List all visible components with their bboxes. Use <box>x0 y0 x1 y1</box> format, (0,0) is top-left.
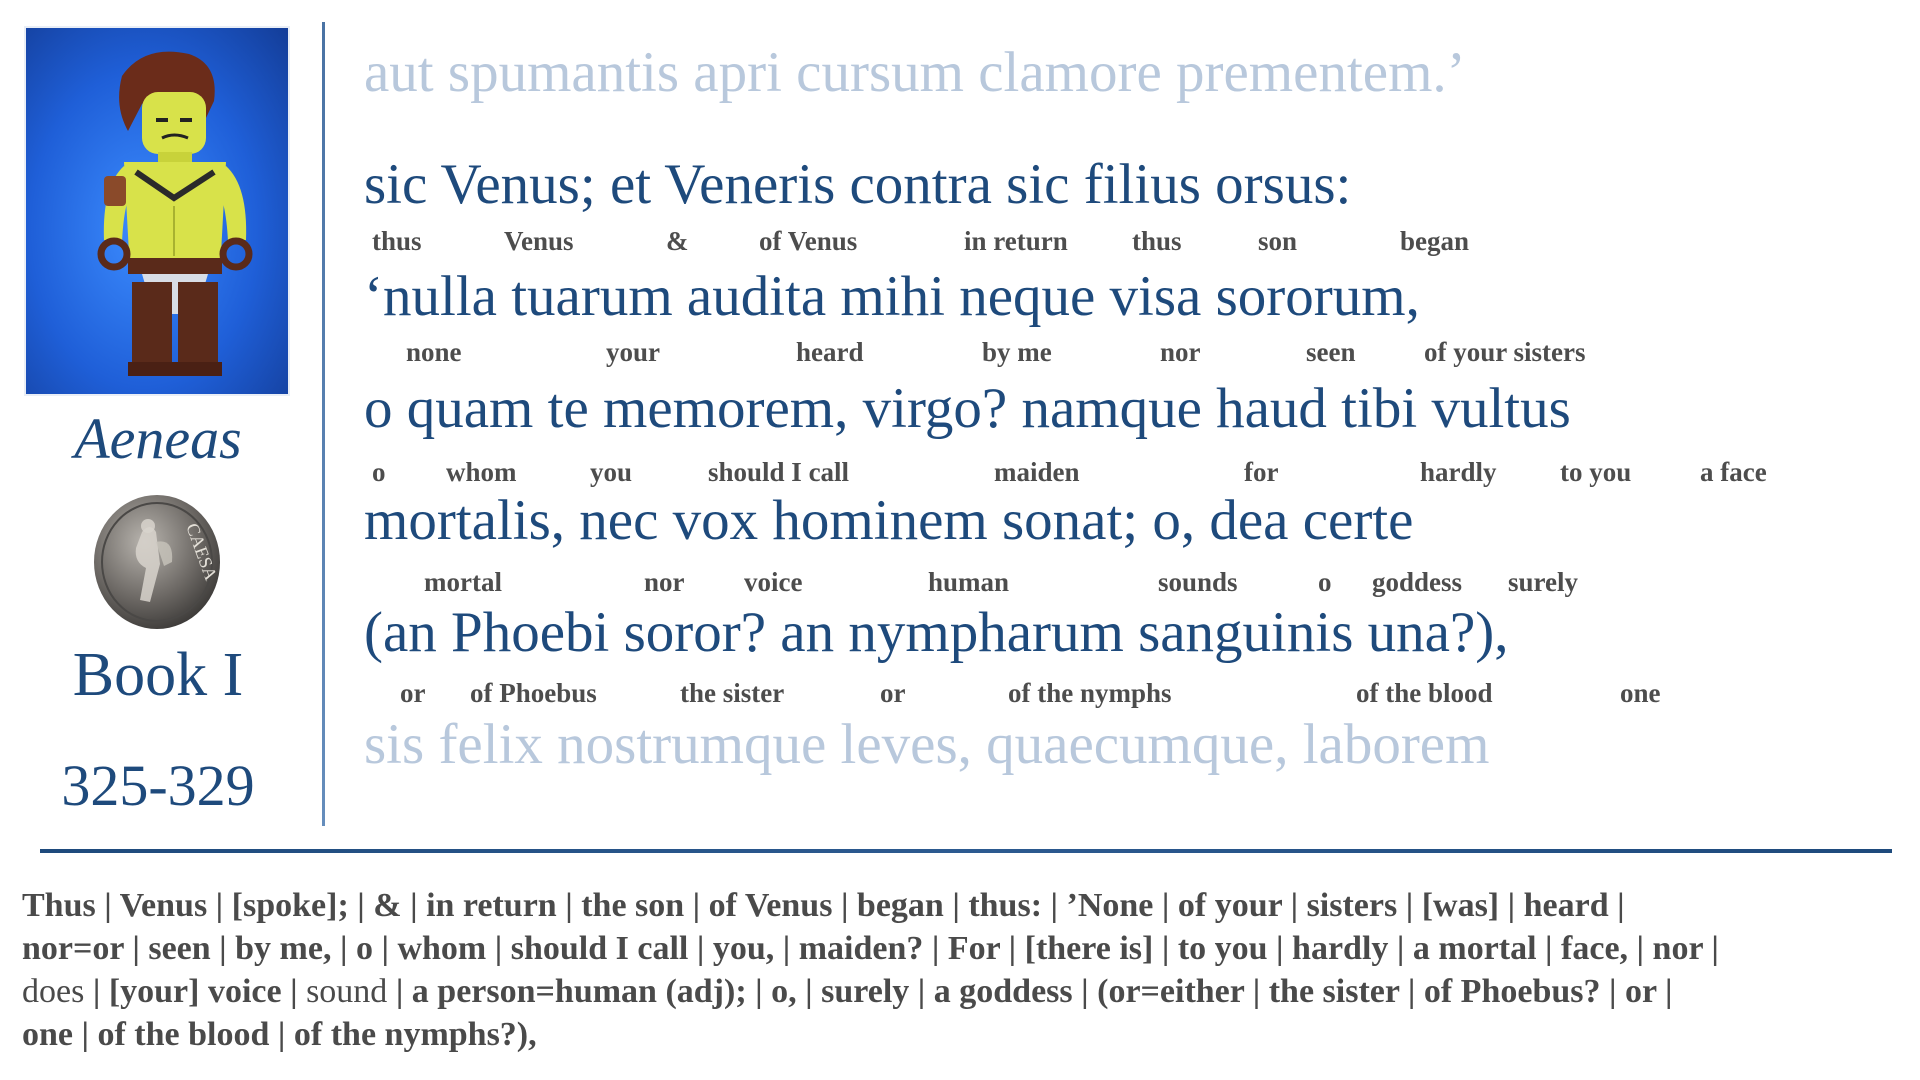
translation-line: Thus | Venus | [spoke]; | & | in return | the son | of Venus | began | thus: | ’None | of your | sisters | [was] | heard | <box>22 887 1625 924</box>
gloss-word: nor <box>1160 337 1201 367</box>
gloss-word: one <box>1620 678 1661 708</box>
gloss-word: o <box>372 457 386 487</box>
translation-segment: does <box>22 973 85 1010</box>
hero-name: Aeneas <box>74 406 242 471</box>
translation-line: one | of the blood | of the nymphs?), <box>22 1016 537 1053</box>
aeneas-figure-image <box>24 26 290 396</box>
poem-passage <box>364 0 1904 830</box>
gloss-row-327 <box>364 457 1904 487</box>
gloss-word: seen <box>1306 337 1356 367</box>
gloss-row-329 <box>364 678 1904 708</box>
gloss-word: nor <box>644 567 685 597</box>
gloss-word: thus <box>372 226 422 256</box>
horizontal-divider <box>40 849 1892 853</box>
roman-coin-image <box>90 492 224 632</box>
gloss-word: whom <box>446 457 517 487</box>
latin-line-325: sic Venus; et Veneris contra sic filius orsus: <box>364 153 1352 216</box>
gloss-word: should I call <box>708 457 850 487</box>
coin-inscription: CAESA <box>182 520 222 583</box>
translation-segment: | [your] voice | <box>84 973 307 1010</box>
gloss-word: o <box>1318 567 1332 597</box>
gloss-word: in return <box>964 226 1068 256</box>
latin-line-328: mortalis, nec vox hominem sonat; o, dea certe <box>364 489 1414 552</box>
gloss-word: of Phoebus <box>470 678 597 708</box>
context-line-before: aut spumantis apri cursum clamore prementem.’ <box>364 41 1466 104</box>
latin-line-326: ‘nulla tuarum audita mihi neque visa sororum, <box>364 265 1420 328</box>
gloss-word: by me <box>982 337 1052 367</box>
gloss-word: Venus <box>504 226 574 256</box>
gloss-row-326 <box>364 337 1904 367</box>
sidebar <box>0 0 326 830</box>
gloss-word: & <box>666 226 689 256</box>
gloss-word: or <box>400 678 426 708</box>
gloss-word: you <box>590 457 633 487</box>
gloss-word: or <box>880 678 906 708</box>
line-range: 325-329 <box>61 753 255 818</box>
gloss-word: for <box>1244 457 1279 487</box>
gloss-row-328 <box>364 567 1904 597</box>
gloss-word: mortal <box>424 567 502 597</box>
gloss-word: surely <box>1508 567 1579 597</box>
gloss-word: of the nymphs <box>1008 678 1172 708</box>
gloss-word: heard <box>796 337 864 367</box>
gloss-word: of the blood <box>1356 678 1493 708</box>
gloss-word: a face <box>1700 457 1767 487</box>
gloss-word: maiden <box>994 457 1080 487</box>
literal-translation <box>22 884 1902 1056</box>
translation-line: nor=or | seen | by me, | o | whom | should I call | you, | maiden? | For | [there is] | to you | hardly | a mortal | face, | nor | <box>22 930 1719 967</box>
translation-segment: | a person=human (adj); | o, | surely | a goddess | (or=either | the sister | of Phoebus? | or | <box>387 973 1673 1010</box>
gloss-word: to you <box>1560 457 1632 487</box>
context-line-after: sis felix nostrumque leves, quaecumque, laborem <box>364 713 1490 776</box>
gloss-word: began <box>1400 226 1470 256</box>
translation-segment: sound <box>306 973 388 1010</box>
book-number: Book I <box>72 641 244 709</box>
gloss-word: voice <box>744 567 803 597</box>
gloss-word: the sister <box>680 678 785 708</box>
vertical-divider <box>322 22 325 826</box>
gloss-word: son <box>1258 226 1298 256</box>
latin-line-327: o quam te memorem, virgo? namque haud tibi vultus <box>364 377 1571 440</box>
gloss-word: sounds <box>1158 567 1238 597</box>
gloss-word: of your sisters <box>1424 337 1586 367</box>
gloss-row-325 <box>364 226 1904 256</box>
gloss-word: of Venus <box>759 226 858 256</box>
gloss-word: thus <box>1132 226 1182 256</box>
translation-line <box>22 970 1902 1013</box>
latin-line-329: (an Phoebi soror? an nympharum sanguinis una?), <box>364 601 1509 664</box>
gloss-word: your <box>606 337 660 367</box>
gloss-word: hardly <box>1420 457 1497 487</box>
gloss-word: goddess <box>1372 567 1463 597</box>
gloss-word: none <box>406 337 462 367</box>
gloss-word: human <box>928 567 1010 597</box>
